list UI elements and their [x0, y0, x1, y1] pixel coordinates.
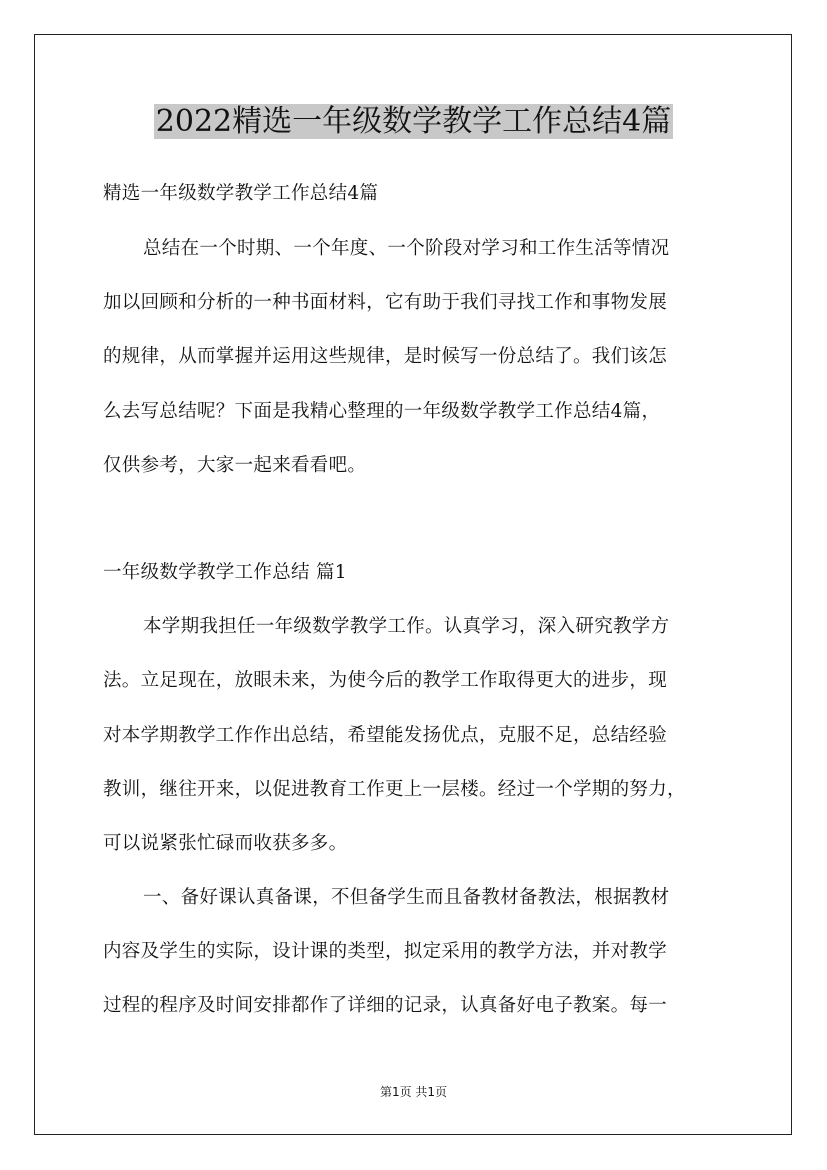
paragraph-line: 对本学期教学工作作出总结，希望能发扬优点，克服不足，总结经验 [103, 725, 668, 746]
paragraph-line: 仅供参考，大家一起来看看吧。 [103, 455, 367, 476]
page-footer: 第1页 共1页 [379, 1085, 448, 1099]
paragraph-line: 本学期我担任一年级数学教学工作。认真学习，深入研究教学方 [143, 616, 670, 637]
paragraph-line: 法。立足现在，放眼未来，为使今后的教学工作取得更大的进步，现 [103, 670, 668, 691]
section-heading: 一年级数学教学工作总结 篇1 [103, 562, 347, 583]
paragraph-line: 内容及学生的实际，设计课的类型，拟定采用的教学方法，并对教学 [103, 941, 668, 962]
paragraph-line: 么去写总结呢？下面是我精心整理的一年级数学教学工作总结4篇， [103, 401, 661, 422]
paragraph-line: 的规律，从而掌握并运用这些规律，是时候写一份总结了。我们该怎 [103, 346, 668, 367]
paragraph-line: 过程的程序及时间安排都作了详细的记录，认真备好电子教案。每一 [103, 995, 668, 1016]
document-title-text: 2022精选一年级数学教学工作总结4篇 [155, 104, 672, 139]
paragraph-line: 可以说紧张忙碌而收获多多。 [103, 833, 348, 854]
subtitle-line: 精选一年级数学教学工作总结4篇 [103, 183, 379, 204]
document-title [0, 98, 827, 146]
paragraph-line: 教训，继往开来，以促进教育工作更上一层楼。经过一个学期的努力， [103, 779, 686, 800]
paragraph-line: 一、备好课认真备课，不但备学生而且备教材备教法，根据教材 [143, 887, 670, 908]
paragraph-line: 总结在一个时期、一个年度、一个阶段对学习和工作生活等情况 [143, 238, 670, 259]
paragraph-line: 加以回顾和分析的一种书面材料，它有助于我们寻找工作和事物发展 [103, 292, 668, 313]
